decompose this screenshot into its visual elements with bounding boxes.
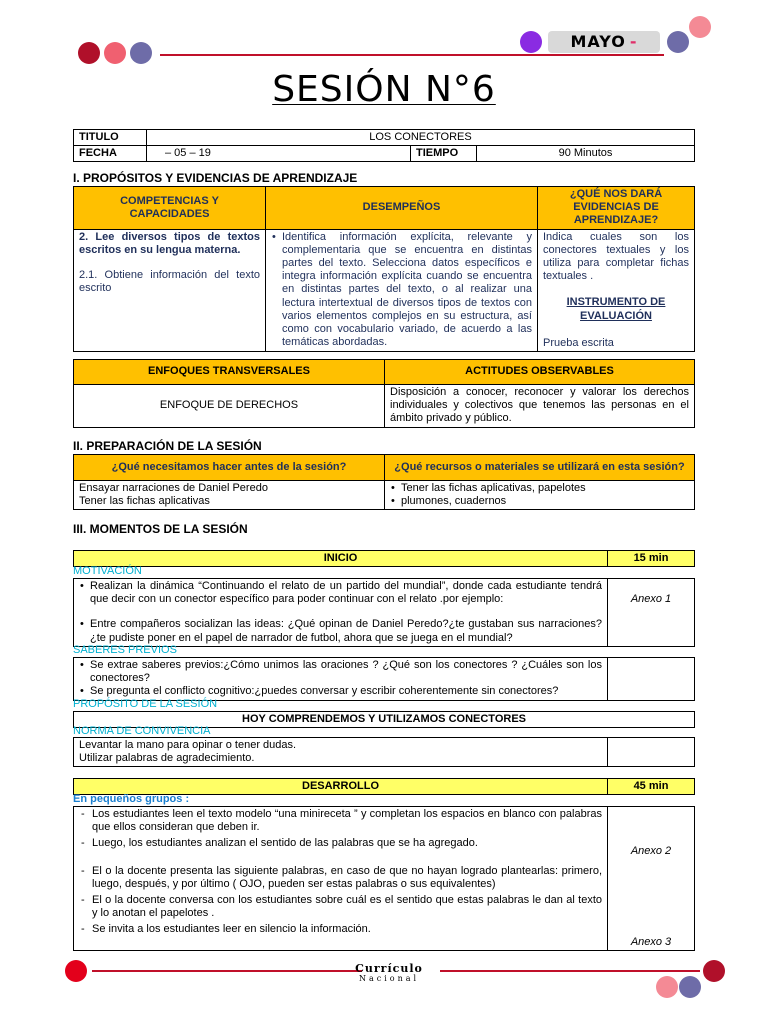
col-competencias: COMPETENCIAS Y CAPACIDADES — [74, 187, 266, 230]
desarrollo-item: - Luego, los estudiantes analizan el sentido de las palabras que se ha agregado. — [79, 837, 602, 850]
desempeno-text: • Identifica información explícita, relevante y complementaria que se encuentra en distintas partes del texto. Selecciona datos específicos e integra información explícita cuando se encuentra en distintas partes del texto, o al realizar una lectura intertextual de diversos tipos de textos con varios elementos complejos en su estructura, así como con vocabulario variado, de acuerdo a las temáticas abordadas. — [271, 231, 532, 350]
saberes-item: • Se extrae saberes previos:¿Cómo unimos las oraciones ? ¿Qué son los conectores ? ¿Cuáles son los conectores? — [79, 659, 602, 685]
recurso-item: • plumones, cuadernos — [390, 495, 689, 508]
desarrollo-label: DESARROLLO — [74, 779, 608, 795]
fecha-label: FECHA — [74, 146, 147, 162]
desarrollo-item: - Los estudiantes leen el texto modelo “una minireceta ” y completan los espacios en blanco con palabras que ellos consideran que deben ir. — [79, 808, 602, 834]
info-table — [73, 129, 695, 162]
titulo-value: LOS CONECTORES — [147, 130, 695, 146]
footer-line-left — [92, 970, 362, 972]
decor-dot — [656, 976, 678, 998]
titulo-label: TITULO — [74, 130, 147, 146]
decor-dot — [520, 31, 542, 53]
col-enfoques: ENFOQUES TRANSVERSALES — [74, 360, 385, 385]
col-actitudes: ACTITUDES OBSERVABLES — [385, 360, 695, 385]
inicio-label: INICIO — [74, 551, 608, 567]
norma-table — [73, 737, 695, 767]
decor-dot — [65, 960, 87, 982]
proposito-label: PROPÓSITO DE LA SESIÓN — [73, 698, 218, 710]
desarrollo-item: - El o la docente presenta las siguiente palabras, en caso de que no hayan logrado plantearlas: primero, luego, después, y por último ( OJO, pueden ser estas palabras o sus equivalentes) — [79, 865, 602, 891]
norma-item: Utilizar palabras de agradecimiento. — [79, 752, 255, 765]
section-heading-1: I. PROPÓSITOS Y EVIDENCIAS DE APRENDIZAJE — [73, 171, 358, 185]
desarrollo-time: 45 min — [608, 779, 695, 795]
anexo-3: Anexo 3 — [630, 935, 672, 948]
decor-dot — [689, 16, 711, 38]
decor-dot — [130, 42, 152, 64]
saberes-item: • Se pregunta el conflicto cognitivo:¿puedes conversar y escribir coherentemente sin conectores? — [79, 685, 602, 698]
preparation-table — [73, 454, 695, 510]
enfoques-table — [73, 359, 695, 428]
antes-item: Ensayar narraciones de Daniel Peredo — [79, 482, 268, 494]
decor-dot — [703, 960, 725, 982]
desarrollo-item: - Se invita a los estudiantes leer en silencio la información. — [79, 923, 602, 936]
motivacion-table — [73, 578, 695, 647]
page-title: SESIÓN N°6 — [272, 69, 496, 110]
motivacion-label: MOTIVACIÓN — [73, 565, 142, 577]
competencia-text: 2. Lee diversos tipos de textos escritos en su lengua materna. — [79, 230, 260, 256]
motivacion-item: • Entre compañeros socializan las ideas: ¿Qué opinan de Daniel Peredo?¿te gustaban sus narraciones?¿te pudiste poner en el papel de narrador de futbol, ahora que se juega en el mundial? — [79, 618, 602, 644]
antes-item: Tener las fichas aplicativas — [79, 495, 210, 508]
decor-dot — [78, 42, 100, 64]
col-recursos: ¿Qué recursos o materiales se utilizará en esta sesión? — [385, 455, 695, 481]
tiempo-label: TIEMPO — [411, 146, 477, 162]
anexo-2: Anexo 2 — [630, 845, 672, 857]
evidencia-text: Indica cuales son los conectores textuales y los utiliza para completar fichas textuales . — [543, 230, 689, 283]
decor-dot — [104, 42, 126, 64]
section-heading-2: II. PREPARACIÓN DE LA SESIÓN — [73, 439, 262, 453]
col-desempenos: DESEMPEÑOS — [266, 187, 538, 230]
enfoque-text: ENFOQUE DE DERECHOS — [74, 385, 385, 428]
saberes-label: SABERES PREVIOS — [73, 644, 177, 656]
purposes-table — [73, 186, 695, 352]
actitud-text: Disposición a conocer, reconocer y valorar los derechos individuales y colectivos que tenemos las personas en el ámbito privado y público. — [385, 385, 695, 428]
col-evidencias: ¿QUÉ NOS DARÁ EVIDENCIAS DE APRENDIZAJE? — [538, 187, 695, 230]
capacidad-text: 2.1. Obtiene información del texto escrito — [79, 268, 260, 295]
grupos-label: En pequeños grupos : — [73, 793, 190, 805]
motivacion-item: • Realizan la dinámica “Continuando el relato de un partido del mundial”, donde cada estudiante tendrá que decir con un conector específico para poder continuar con el relato .por ejemplo: — [79, 580, 602, 606]
col-antes: ¿Qué necesitamos hacer antes de la sesión? — [74, 455, 385, 481]
footer-line-right — [440, 970, 700, 972]
norma-label: NORMA DE CONVIVENCIA — [73, 725, 211, 737]
fecha-value: – 05 – 19 — [147, 146, 411, 162]
header-line — [160, 54, 664, 56]
month-badge: MAYO - — [548, 31, 660, 53]
curriculo-logo: Currículo Nacional — [355, 962, 423, 984]
instrumento-text: Prueba escrita — [543, 336, 614, 349]
desarrollo-item: - El o la docente conversa con los estudiantes sobre cuál es el sentido que estas palabras le dan al texto y lo anotan el papelotes . — [79, 894, 602, 920]
norma-item: Levantar la mano para opinar o tener dudas. — [79, 739, 297, 751]
tiempo-value: 90 Minutos — [477, 146, 695, 162]
decor-dot — [667, 31, 689, 53]
anexo-1: Anexo 1 — [608, 579, 695, 647]
desarrollo-table — [73, 806, 695, 951]
section-heading-3: III. MOMENTOS DE LA SESIÓN — [73, 522, 248, 536]
inicio-header — [73, 550, 695, 567]
recurso-item: • Tener las fichas aplicativas, papelotes — [390, 482, 689, 495]
proposito-text: HOY COMPRENDEMOS Y UTILIZAMOS CONECTORES — [74, 712, 695, 728]
decor-dot — [679, 976, 701, 998]
instrumento-label: INSTRUMENTO DE EVALUACIÓN — [566, 296, 666, 322]
saberes-table — [73, 657, 695, 701]
inicio-time: 15 min — [608, 551, 695, 567]
